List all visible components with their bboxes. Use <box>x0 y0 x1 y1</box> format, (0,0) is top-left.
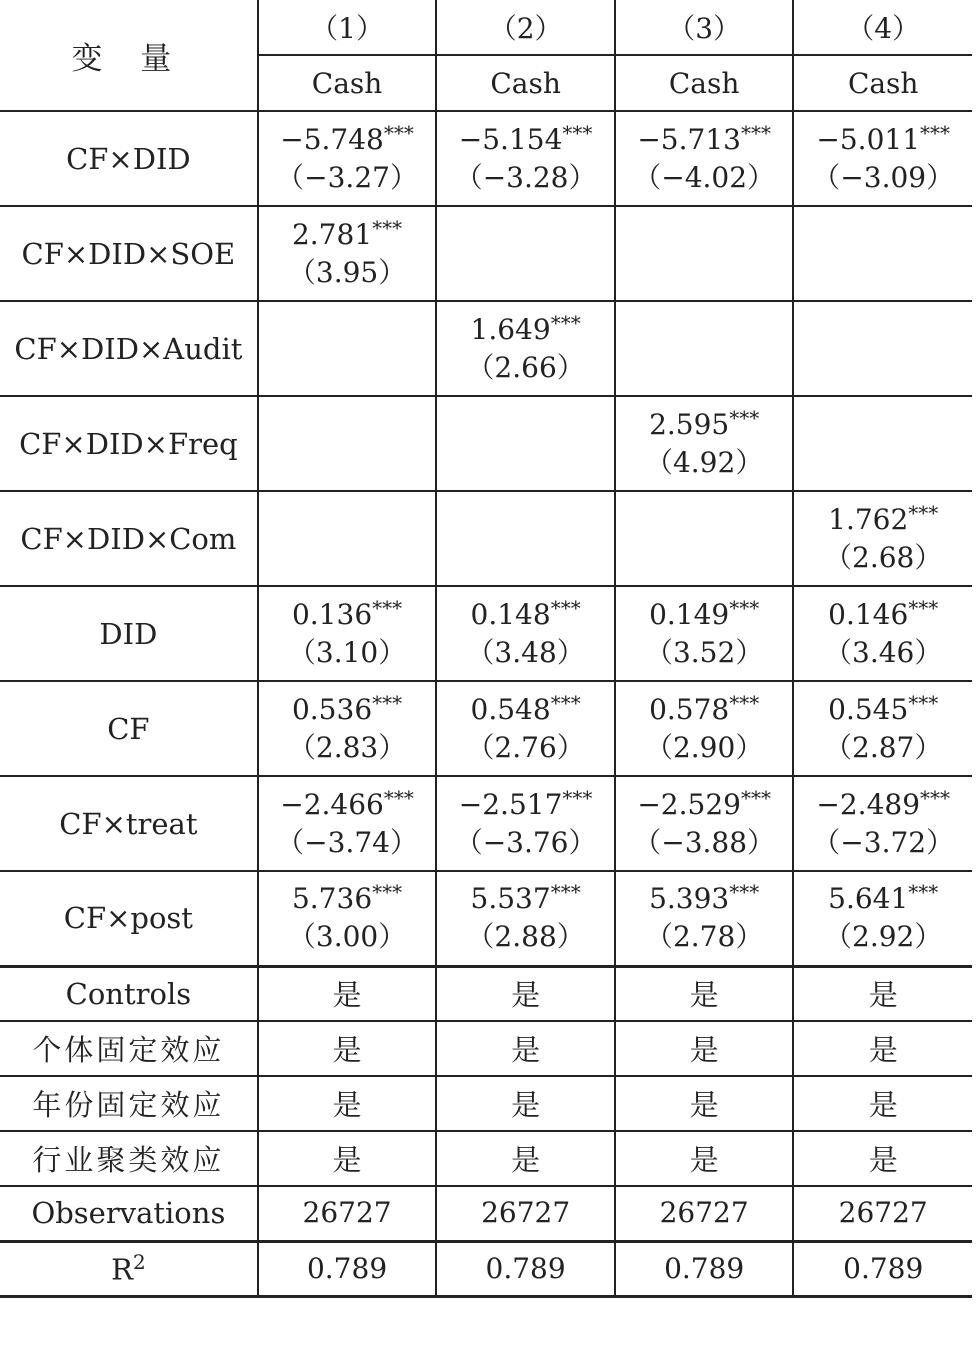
table-row <box>0 871 972 966</box>
coefficient-cell <box>258 776 437 871</box>
significance-stars: *** <box>383 785 414 810</box>
indicator-cell: 是 <box>436 1021 615 1076</box>
t-statistic: （2.76） <box>466 730 585 764</box>
coefficient-value: 2.781 <box>291 217 373 251</box>
variable-name: CF <box>0 681 258 776</box>
significance-stars: *** <box>729 880 760 905</box>
significance-stars: *** <box>562 120 593 145</box>
coefficient-cell <box>258 586 437 681</box>
coefficient-value: 5.537 <box>470 882 551 916</box>
significance-stars: *** <box>740 120 771 145</box>
coefficient-cell <box>258 396 437 491</box>
coefficient-cell <box>258 206 437 301</box>
table-row <box>0 491 972 586</box>
coefficient-estimate <box>458 120 593 156</box>
t-statistic: （3.95） <box>287 255 407 289</box>
t-statistic: （2.88） <box>466 920 585 954</box>
coefficient-cell <box>436 871 615 966</box>
coefficient-value: 5.641 <box>828 882 909 916</box>
coefficient-estimate <box>291 595 403 631</box>
coefficient-value: 5.393 <box>649 882 730 916</box>
coefficient-value: −5.713 <box>637 122 741 156</box>
indicator-cell: 是 <box>615 1021 794 1076</box>
coefficient-estimate <box>470 595 581 631</box>
t-statistic: （−3.28） <box>454 160 597 194</box>
indicator-cell: 是 <box>793 1076 972 1131</box>
t-statistic: （2.90） <box>644 730 764 764</box>
table-row <box>0 1021 972 1076</box>
coefficient-value: 1.762 <box>828 502 909 536</box>
indicator-cell: 是 <box>258 1021 437 1076</box>
coefficient-cell <box>615 396 794 491</box>
table-row <box>0 1186 972 1241</box>
table-row <box>0 206 972 301</box>
r-squared-rows <box>0 1241 972 1296</box>
variable-name: CF×DID <box>0 111 258 206</box>
indicator-cell: 是 <box>793 1021 972 1076</box>
coefficient-estimate <box>816 785 951 821</box>
t-statistic: （−3.09） <box>812 160 955 194</box>
table-row <box>0 111 972 206</box>
coefficient-value: 5.736 <box>291 882 373 916</box>
variable-name-r-squared: $R^2$ <box>0 1241 258 1296</box>
significance-stars: *** <box>372 215 403 240</box>
variable-name: DID <box>0 586 258 681</box>
table-row <box>0 966 972 1021</box>
variable-name: CF×DID×Audit <box>0 301 258 396</box>
coefficient-cell <box>258 491 437 586</box>
coefficient-value: −5.748 <box>280 122 384 156</box>
coefficient-value: −2.517 <box>458 787 563 821</box>
coefficient-estimate <box>291 690 403 726</box>
coefficient-cell <box>793 206 972 301</box>
variable-name: Observations <box>0 1186 258 1241</box>
coefficient-cell <box>793 491 972 586</box>
indicator-cell: 26727 <box>258 1186 437 1241</box>
variable-name: 年份固定效应 <box>0 1076 258 1131</box>
t-statistic: （3.10） <box>287 635 407 669</box>
significance-stars: *** <box>372 595 403 620</box>
indicator-cell: 26727 <box>615 1186 794 1241</box>
coefficient-cell <box>793 301 972 396</box>
significance-stars: *** <box>550 880 581 905</box>
coefficient-cell <box>615 301 794 396</box>
variable-name: 行业聚类效应 <box>0 1131 258 1186</box>
t-statistic: （2.87） <box>824 730 943 764</box>
dependent-variable: Cash <box>793 55 972 111</box>
r-squared-value: 0.789 <box>793 1241 972 1296</box>
t-statistic: （−3.27） <box>276 160 418 194</box>
coefficient-value: 0.146 <box>828 597 909 631</box>
significance-stars: *** <box>920 785 951 810</box>
coefficient-cell <box>258 111 437 206</box>
coefficient-cell <box>793 586 972 681</box>
t-statistic: （4.92） <box>644 445 764 479</box>
significance-stars: *** <box>908 880 939 905</box>
coefficient-value: 0.149 <box>649 597 730 631</box>
coefficient-estimate <box>637 785 771 821</box>
coefficient-estimate <box>828 595 939 631</box>
coefficient-cell <box>258 681 437 776</box>
coefficient-cell <box>258 301 437 396</box>
model-number: （4） <box>793 0 972 55</box>
coefficient-rows <box>0 111 972 966</box>
model-number: （3） <box>615 0 794 55</box>
coefficient-value: 0.548 <box>470 692 551 726</box>
significance-stars: *** <box>908 690 939 715</box>
coefficient-cell <box>615 681 794 776</box>
coefficient-estimate <box>828 500 939 536</box>
coefficient-estimate <box>470 310 581 346</box>
indicator-cell: 是 <box>436 1076 615 1131</box>
t-statistic: （−3.74） <box>276 825 418 859</box>
coefficient-cell <box>615 776 794 871</box>
significance-stars: *** <box>908 595 939 620</box>
coefficient-estimate <box>470 690 581 726</box>
indicator-cell: 26727 <box>436 1186 615 1241</box>
significance-stars: *** <box>550 595 581 620</box>
t-statistic: （2.78） <box>644 920 764 954</box>
significance-stars: *** <box>729 405 760 430</box>
coefficient-estimate <box>291 215 403 251</box>
coefficient-estimate <box>280 120 414 156</box>
model-number: （2） <box>436 0 615 55</box>
coefficient-value: −5.154 <box>458 122 563 156</box>
significance-stars: *** <box>729 690 760 715</box>
indicator-cell: 是 <box>615 1076 794 1131</box>
header-row-models <box>0 0 972 55</box>
coefficient-estimate <box>828 690 939 726</box>
coefficient-cell <box>436 776 615 871</box>
t-statistic: （−3.72） <box>812 825 955 859</box>
table-row <box>0 586 972 681</box>
coefficient-cell <box>436 206 615 301</box>
coefficient-cell <box>615 491 794 586</box>
table-row <box>0 1131 972 1186</box>
significance-stars: *** <box>550 310 581 335</box>
significance-stars: *** <box>372 690 403 715</box>
coefficient-estimate <box>292 882 402 915</box>
significance-stars: *** <box>562 785 593 810</box>
indicator-cell: 是 <box>258 966 437 1021</box>
coefficient-value: 0.536 <box>291 692 373 726</box>
dependent-variable: Cash <box>258 55 437 111</box>
coefficient-cell <box>436 586 615 681</box>
t-statistic: （3.52） <box>644 635 764 669</box>
coefficient-cell <box>615 871 794 966</box>
indicator-cell: 是 <box>258 1131 437 1186</box>
coefficient-value: 1.649 <box>470 312 551 346</box>
t-statistic: （2.66） <box>466 350 585 384</box>
coefficient-cell <box>258 871 437 966</box>
significance-stars: *** <box>372 880 403 905</box>
variable-name: CF×DID×Freq <box>0 396 258 491</box>
coefficient-cell <box>436 111 615 206</box>
table-row <box>0 301 972 396</box>
indicator-cell: 是 <box>436 1131 615 1186</box>
variable-name: CF×treat <box>0 776 258 871</box>
t-statistic: （3.00） <box>287 920 407 954</box>
t-statistic: （−3.76） <box>454 825 597 859</box>
coefficient-value: 2.595 <box>649 407 730 441</box>
indicator-cell: 是 <box>258 1076 437 1131</box>
coefficient-cell <box>615 111 794 206</box>
coefficient-estimate <box>649 595 760 631</box>
coefficient-cell <box>793 776 972 871</box>
indicator-cell: 是 <box>793 966 972 1021</box>
table-row <box>0 776 972 871</box>
indicator-cell: 是 <box>436 966 615 1021</box>
table-row <box>0 681 972 776</box>
coefficient-estimate <box>816 120 951 156</box>
variable-name: Controls <box>0 966 258 1021</box>
model-number: （1） <box>258 0 437 55</box>
t-statistic: （−4.02） <box>633 160 776 194</box>
indicator-cell: 是 <box>615 966 794 1021</box>
coefficient-cell <box>793 871 972 966</box>
r-squared-value: 0.789 <box>258 1241 437 1296</box>
significance-stars: *** <box>550 690 581 715</box>
indicator-cell: 是 <box>793 1131 972 1186</box>
coefficient-value: −2.466 <box>280 787 384 821</box>
indicator-cell: 是 <box>615 1131 794 1186</box>
coefficient-value: −2.489 <box>816 787 921 821</box>
coefficient-cell <box>793 681 972 776</box>
coefficient-cell <box>436 396 615 491</box>
coefficient-value: −5.011 <box>816 122 921 156</box>
significance-stars: *** <box>383 120 414 145</box>
variable-name: CF×DID×SOE <box>0 206 258 301</box>
coefficient-estimate <box>458 785 593 821</box>
coefficient-estimate <box>471 882 581 915</box>
coefficient-cell <box>615 586 794 681</box>
header-variable-label: 变 量 <box>0 0 258 111</box>
coefficient-cell <box>436 491 615 586</box>
variable-name: 个体固定效应 <box>0 1021 258 1076</box>
t-statistic: （2.92） <box>824 920 943 954</box>
coefficient-cell <box>793 111 972 206</box>
table-row <box>0 396 972 491</box>
significance-stars: *** <box>729 595 760 620</box>
table-row-r-squared <box>0 1241 972 1296</box>
coefficient-estimate <box>637 120 771 156</box>
significance-stars: *** <box>920 120 951 145</box>
coefficient-estimate <box>649 405 760 441</box>
coefficient-estimate <box>649 882 759 915</box>
r-squared-value: 0.789 <box>615 1241 794 1296</box>
t-statistic: （−3.88） <box>633 825 776 859</box>
coefficient-cell <box>436 681 615 776</box>
dependent-variable: Cash <box>615 55 794 111</box>
coefficient-cell <box>615 206 794 301</box>
coefficient-estimate <box>828 882 938 915</box>
variable-name: CF×DID×Com <box>0 491 258 586</box>
r-squared-value: 0.789 <box>436 1241 615 1296</box>
t-statistic: （2.68） <box>824 540 943 574</box>
coefficient-value: 0.578 <box>649 692 730 726</box>
t-statistic: （2.83） <box>287 730 407 764</box>
dependent-variable: Cash <box>436 55 615 111</box>
coefficient-estimate <box>280 785 414 821</box>
coefficient-value: 0.148 <box>470 597 551 631</box>
significance-stars: *** <box>908 500 939 525</box>
variable-name: CF×post <box>0 871 258 966</box>
coefficient-cell <box>436 301 615 396</box>
coefficient-value: −2.529 <box>637 787 741 821</box>
coefficient-estimate <box>649 690 760 726</box>
indicator-cell: 26727 <box>793 1186 972 1241</box>
coefficient-value: 0.545 <box>828 692 909 726</box>
significance-stars: *** <box>740 785 771 810</box>
table-row <box>0 1076 972 1131</box>
coefficient-value: 0.136 <box>291 597 373 631</box>
fixed-effect-rows <box>0 966 972 1241</box>
t-statistic: （3.48） <box>466 635 585 669</box>
coefficient-cell <box>793 396 972 491</box>
t-statistic: （3.46） <box>824 635 943 669</box>
